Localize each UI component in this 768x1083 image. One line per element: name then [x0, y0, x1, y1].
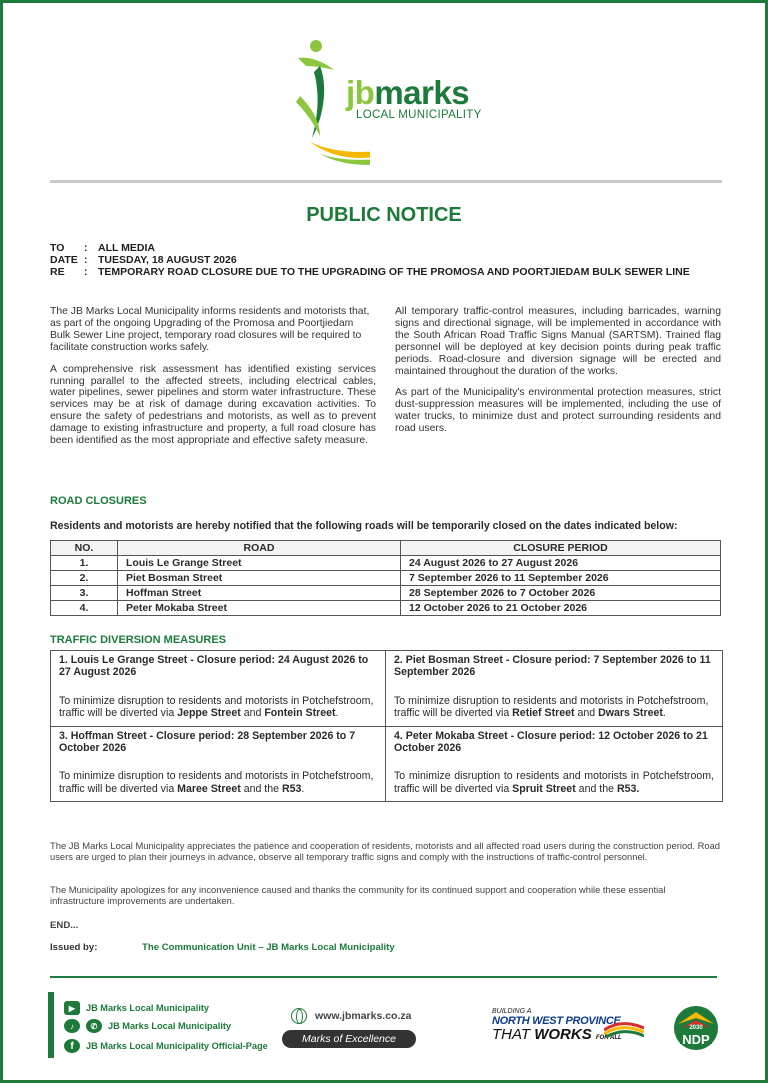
issued-by-value: The Communication Unit – JB Marks Local Municipality: [142, 942, 395, 953]
diversion-cell: 4. Peter Mokaba Street - Closure period: 12 October 2026 to 21 October 2026 To minimize disruption to residents and motorists in Potchefstroom, traffic will be diverted via Spruit Street and the R53.: [386, 726, 722, 802]
north-west-logo: BUILDING A NORTH WEST PROVINCE THAT WORKS FOR ALL: [492, 1008, 652, 1050]
column-header: CLOSURE PERIOD: [401, 541, 721, 556]
diversion-cell: 1. Louis Le Grange Street - Closure period: 24 August 2026 to 27 August 2026 To minimize disruption to residents and motorists in Potchefstroom, traffic will be diverted via Jeppe Street and Fontein Street.: [51, 651, 386, 726]
column-header: NO.: [51, 541, 118, 556]
jbmarks-logo: [290, 36, 490, 166]
notice-meta: [50, 242, 730, 278]
page-title: PUBLIC NOTICE: [306, 204, 462, 226]
paragraph: As part of the Municipality's environmental protection measures, strict dust-suppression measures will be implemented, including the use of water trucks, to minimize dust and protect surrounding residents and road users.: [395, 387, 721, 435]
brand-wordmark: jbmarks: [346, 74, 470, 111]
closing-paragraph: The Municipality apologizes for any inconvenience caused and thanks the community for its continued support and cooperation while these essential infrastructure improvements are undertaken.: [50, 884, 666, 907]
website-link[interactable]: www.jbmarks.co.za: [291, 1008, 411, 1024]
globe-icon: [291, 1008, 307, 1024]
ndp-logo: 2030 NDP: [672, 1004, 720, 1052]
meta-to: TO : ALL MEDIA: [50, 242, 155, 254]
table-header-row: [51, 541, 721, 556]
diversions-grid: [50, 650, 723, 802]
table-row: 3. Hoffman Street 28 September 2026 to 7 October 2026: [51, 586, 721, 601]
paragraph: All temporary traffic-control measures, including barricades, warning signs and directional signage, will be implemented in accordance with the South African Road Traffic Signs Manual (SARTSM). Trained flag personnel will be deployed at key decision points during peak traffic periods. Road-closure and diversion signage will be erected and maintained throughout the duration of the works.: [395, 306, 721, 377]
road-closures-table: [50, 540, 721, 616]
meta-date: DATE : TUESDAY, 18 AUGUST 2026: [50, 254, 237, 266]
whatsapp-icon: ✆: [86, 1019, 102, 1033]
social-tiktok[interactable]: ♪ ✆ JB Marks Local Municipality: [64, 1019, 231, 1033]
table-row: 1. Louis Le Grange Street 24 August 2026 to 27 August 2026: [51, 556, 721, 571]
paragraph: The JB Marks Local Municipality informs residents and motorists that, as part of the ongoing Upgrading of the Promosa and Poortjiedam Bulk Sewer Line project, temporary road closures will be required to facilitate construction works safely.: [50, 306, 370, 353]
meta-re: RE : TEMPORARY ROAD CLOSURE DUE TO THE UPGRADING OF THE PROMOSA AND POORTJIEDAM BULK SEWER LINE: [50, 266, 690, 278]
diversion-cell: 2. Piet Bosman Street - Closure period: 7 September 2026 to 11 September 2026 To minimize disruption to residents and motorists in Potchefstroom, traffic will be diverted via Retief Street and Dwars Street.: [394, 654, 711, 720]
end-marker: END...: [50, 920, 79, 931]
tiktok-icon: ♪: [64, 1019, 80, 1033]
slogan-badge: Marks of Excellence: [282, 1030, 416, 1048]
flag-swoosh-icon: [604, 1020, 644, 1038]
road-closures-lead: Residents and motorists are hereby notified that the following roads will be temporarily closed on the dates indicated below:: [50, 520, 678, 532]
diversions-heading: TRAFFIC DIVERSION MEASURES: [50, 634, 227, 646]
issued-by: [50, 942, 395, 953]
closing-paragraph: The JB Marks Local Municipality appreciates the patience and cooperation of residents, motorists and all affected road users during the construction period. Road users are urged to plan their journeys in advance, observe all temporary traffic signs and comply with the instructions of traffic-control personnel.: [50, 840, 720, 863]
social-facebook[interactable]: f JB Marks Local Municipality Official-Page: [64, 1039, 268, 1053]
body-left-column: [50, 306, 376, 457]
facebook-icon: f: [64, 1039, 80, 1053]
road-closures-heading: ROAD CLOSURES: [50, 495, 147, 507]
social-accent-bar: [48, 992, 54, 1058]
youtube-icon: ▶: [64, 1001, 80, 1015]
table-row: 2. Piet Bosman Street 7 September 2026 to 11 September 2026: [51, 571, 721, 586]
paragraph: A comprehensive risk assessment has identified existing services running parallel to the affected streets, including electrical cables, water pipelines, sewer pipelines and storm water infrastructure. These services may be at risk of damage during excavation activities. To ensure the safety of pedestrians and motorists, as well as to prevent damage to existing infrastructure and property, a full road closure has been identified as the most appropriate and effective safety measure.: [50, 363, 376, 447]
social-youtube[interactable]: ▶ JB Marks Local Municipality: [64, 1001, 209, 1015]
divider-bottom: [50, 976, 717, 978]
column-header: ROAD: [118, 541, 401, 556]
body-right-column: [395, 306, 721, 445]
divider-top: [50, 180, 722, 183]
issued-by-label: Issued by:: [50, 942, 98, 953]
table-row: 4. Peter Mokaba Street 12 October 2026 to 21 October 2026: [51, 601, 721, 616]
diversion-cell: 3. Hoffman Street - Closure period: 28 September 2026 to 7 October 2026 To minimize disruption to residents and motorists in Potchefstroom, traffic will be diverted via Maree Street and the R53.: [51, 726, 386, 802]
brand-subtitle: LOCAL MUNICIPALITY: [356, 109, 482, 121]
